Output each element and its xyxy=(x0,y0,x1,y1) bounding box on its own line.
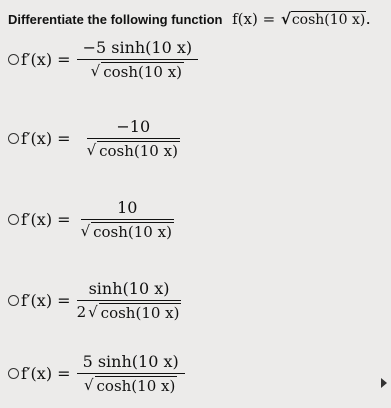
mouse-cursor-icon xyxy=(381,378,387,388)
radio-button[interactable] xyxy=(8,368,19,379)
radicand: cosh(10 x) xyxy=(103,63,183,82)
fraction-numerator: 10 xyxy=(117,198,138,217)
fraction-numerator: −5 sinh(10 x) xyxy=(82,38,193,57)
fraction-denominator xyxy=(77,301,182,321)
question-prompt xyxy=(8,10,388,28)
fraction xyxy=(77,279,182,321)
option-lhs: f′(x) = xyxy=(21,128,71,148)
option-lhs: f′(x) = xyxy=(21,363,71,383)
sqrt-icon: √ xyxy=(88,303,98,322)
function-lhs: f(x) = xyxy=(232,10,276,28)
radio-button[interactable] xyxy=(8,295,19,306)
sqrt-icon: √ xyxy=(280,10,291,28)
answer-option-4[interactable] xyxy=(8,279,181,321)
fraction-denominator xyxy=(91,60,184,80)
sqrt-icon: √ xyxy=(80,222,91,241)
answer-option-2[interactable] xyxy=(8,117,180,159)
question-text: Differentiate the following function xyxy=(8,12,223,27)
function-radicand: cosh(10 x) xyxy=(291,12,366,28)
radicand: cosh(10 x) xyxy=(99,142,178,161)
fraction-numerator: −10 xyxy=(116,117,151,136)
answer-option-5[interactable] xyxy=(8,352,185,394)
radicand: cosh(10 x) xyxy=(96,377,176,396)
fraction xyxy=(77,38,199,80)
fraction-denominator xyxy=(87,139,180,159)
fraction xyxy=(77,352,185,394)
fraction-denominator xyxy=(84,374,177,394)
fraction xyxy=(81,198,174,240)
question-period: . xyxy=(366,12,371,27)
fraction xyxy=(87,117,180,159)
fraction-numerator: sinh(10 x) xyxy=(88,279,170,298)
option-lhs: f′(x) = xyxy=(21,209,71,229)
option-lhs: f′(x) = xyxy=(21,49,71,69)
sqrt-icon: √ xyxy=(86,141,97,160)
answer-option-1[interactable] xyxy=(8,38,198,80)
radicand: cosh(10 x) xyxy=(93,223,172,242)
denominator-coefficient: 2 xyxy=(76,303,87,322)
sqrt-icon: √ xyxy=(83,376,94,395)
radio-button[interactable] xyxy=(8,54,19,65)
fraction-denominator xyxy=(81,220,174,240)
radio-button[interactable] xyxy=(8,133,19,144)
radio-button[interactable] xyxy=(8,214,19,225)
fraction-numerator: 5 sinh(10 x) xyxy=(82,352,179,371)
answer-option-3[interactable] xyxy=(8,198,174,240)
radicand: cosh(10 x) xyxy=(100,304,180,323)
option-lhs: f′(x) = xyxy=(21,290,71,310)
sqrt-icon: √ xyxy=(90,62,101,81)
